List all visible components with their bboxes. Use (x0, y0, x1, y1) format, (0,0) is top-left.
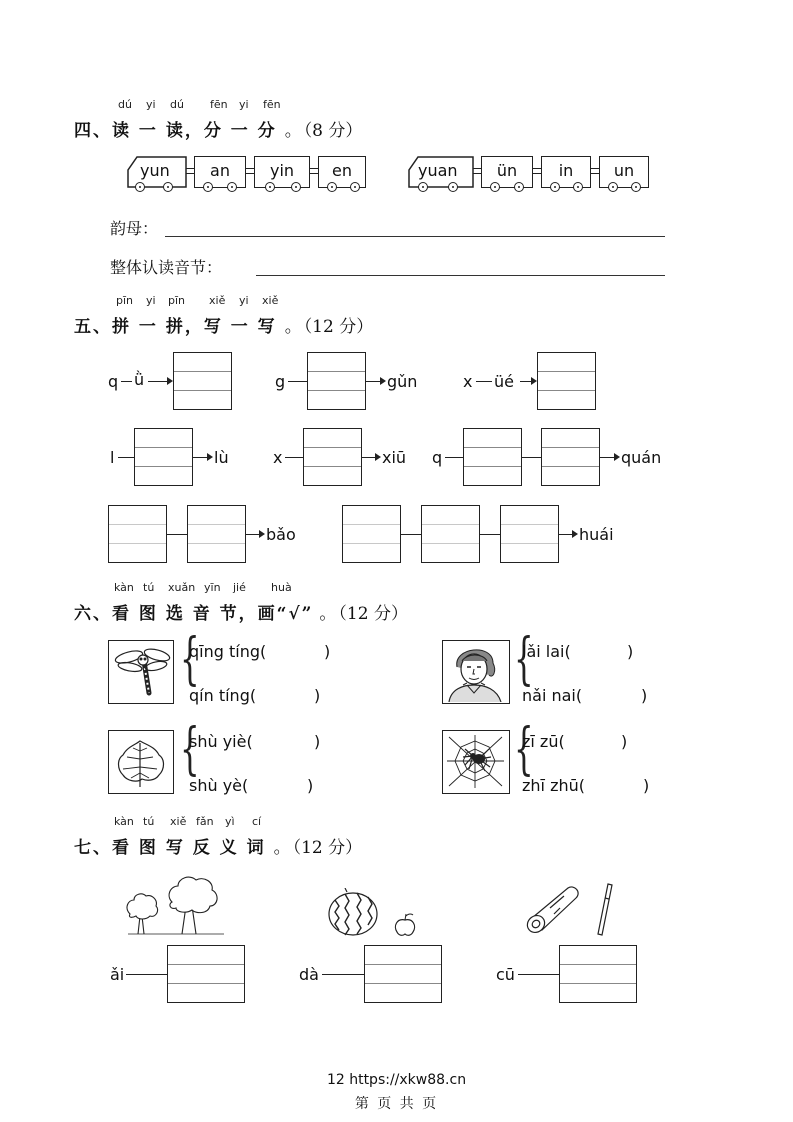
points: （12 分） (303, 317, 374, 337)
connector (401, 534, 421, 535)
finals-answer-line[interactable] (165, 236, 665, 237)
log-stick-icon (520, 880, 620, 940)
wheel-icon (163, 182, 173, 192)
wheel-icon (514, 182, 524, 192)
pinyin-pin2: pīn (168, 294, 186, 307)
coupler (591, 168, 599, 174)
syllable-quan: quán (621, 448, 662, 467)
final-ue: üé (494, 372, 514, 391)
initial-x: x (463, 372, 473, 391)
coupler (473, 168, 481, 174)
syllable-huai: huái (579, 525, 614, 544)
wheel-icon (327, 182, 337, 192)
close-paren: ) (641, 686, 648, 705)
wheel-icon (490, 182, 500, 192)
arrow-line (362, 457, 376, 458)
final-u: ǜ (134, 370, 145, 389)
pinyin-tu: tú (143, 581, 155, 594)
syllable-xiu: xiū (382, 448, 407, 467)
train-1-car-1: yun (140, 161, 170, 180)
train-2-car-1: yuan (418, 161, 458, 180)
section-7-title (74, 833, 362, 858)
coupler (310, 168, 318, 174)
footer-url: 12 https://xkw88.cn (326, 1072, 467, 1088)
trees-icon (124, 870, 240, 938)
arrow-icon (259, 530, 265, 538)
connector (445, 457, 463, 458)
pinyin-pin1: pīn (116, 294, 134, 307)
close-paren: ) (314, 732, 321, 751)
connector (167, 534, 187, 535)
connector (518, 974, 559, 975)
footer-page: 第 页 共 页 (354, 1096, 439, 1112)
pinyin-kan: kàn (114, 815, 134, 828)
connector (288, 381, 307, 382)
train-2-car-3: in (541, 156, 591, 188)
close-paren: ) (621, 732, 628, 751)
brace-icon: { (180, 717, 200, 782)
title-text: 七、看 图 写 反 义 词 (74, 838, 266, 858)
section-4-title (74, 116, 362, 141)
pinyin-hua: huà (271, 581, 292, 594)
arrow-icon (572, 530, 578, 538)
section-5-title (74, 312, 373, 337)
writing-box[interactable] (463, 428, 522, 486)
connector (476, 381, 492, 382)
writing-box[interactable] (364, 945, 442, 1003)
wheel-icon (573, 182, 583, 192)
option-2b: nǎi nai( (522, 686, 583, 705)
pinyin-du1: dú (118, 98, 132, 111)
section-6-title (74, 599, 408, 624)
title-dot: 。 (319, 604, 339, 624)
close-paren: ) (324, 642, 331, 661)
pinyin-jie: jié (233, 581, 246, 594)
train-1-car-2: an (194, 156, 246, 188)
pinyin-yi2: yi (239, 98, 249, 111)
wheel-icon (608, 182, 618, 192)
points: （12 分） (338, 604, 408, 624)
wheel-icon (550, 182, 560, 192)
pinyin-fan: fǎn (196, 815, 214, 828)
title-text: 六、看 图 选 音 节，画“√” (74, 604, 314, 624)
wheel-icon (350, 182, 360, 192)
connector (121, 381, 132, 382)
writing-box[interactable] (500, 505, 559, 563)
writing-box[interactable] (421, 505, 480, 563)
train-2-car-4: un (599, 156, 649, 188)
connector (322, 974, 364, 975)
title-dot: 。 (284, 317, 304, 337)
arrow-icon (375, 453, 381, 461)
coupler (186, 168, 194, 174)
title-text: 五、拼 一 拼，写 一 写 (74, 317, 277, 337)
connector (285, 457, 303, 458)
writing-box[interactable] (167, 945, 245, 1003)
pinyin-tu: tú (143, 815, 155, 828)
train-1-car-3: yin (254, 156, 310, 188)
close-paren: ) (627, 642, 634, 661)
arrow-line (193, 457, 208, 458)
pinyin-yi1: yi (146, 98, 156, 111)
writing-box[interactable] (134, 428, 193, 486)
brace-icon: { (514, 717, 534, 782)
writing-box[interactable] (108, 505, 167, 563)
initial-q: q (108, 372, 119, 391)
writing-box[interactable] (541, 428, 600, 486)
initial-q2: q (432, 448, 443, 467)
leaf-icon (108, 730, 174, 794)
pinyin-ai: ǎi (110, 965, 125, 984)
option-3b: shù yè( (189, 776, 249, 795)
arrow-line (246, 534, 260, 535)
pinyin-yin: yīn (204, 581, 221, 594)
pinyin-kan: kàn (114, 581, 134, 594)
whole-syllable-label: 整体认读音节： (110, 258, 223, 277)
option-1b: qín tíng( (189, 686, 257, 705)
connector (522, 457, 541, 458)
arrow-line (600, 457, 615, 458)
close-paren: ) (643, 776, 650, 795)
train-2-car-2: ün (481, 156, 533, 188)
coupler (533, 168, 541, 174)
pinyin-xuan: xuǎn (168, 581, 196, 594)
grandma-icon (442, 640, 510, 704)
title-dot: 。 (284, 121, 304, 141)
close-paren: ) (314, 686, 321, 705)
initial-l: l (110, 448, 115, 467)
coupler (246, 168, 254, 174)
writing-box[interactable] (307, 352, 366, 410)
writing-box[interactable] (537, 352, 596, 410)
dragonfly-icon (108, 640, 174, 704)
title-dot: 。 (273, 838, 293, 858)
wheel-icon (135, 182, 145, 192)
pinyin-yi1: yi (146, 294, 156, 307)
wheel-icon (418, 182, 428, 192)
arrow-line (148, 381, 168, 382)
pinyin-xie2: xiě (262, 294, 279, 307)
close-paren: ) (307, 776, 314, 795)
arrow-icon (614, 453, 620, 461)
pinyin-yi: yì (225, 815, 235, 828)
spider-icon (442, 730, 510, 794)
connector (126, 974, 167, 975)
melon-apple-icon (325, 888, 421, 938)
syllable-gun: gǔn (387, 372, 418, 391)
wheel-icon (291, 182, 301, 192)
pinyin-xie: xiě (170, 815, 187, 828)
option-2a: lǎi lai( (522, 642, 571, 661)
initial-x2: x (273, 448, 283, 467)
pinyin-xie1: xiě (209, 294, 226, 307)
wheel-icon (203, 182, 213, 192)
pinyin-du2: dú (170, 98, 184, 111)
title-text: 四、读 一 读，分 一 分 (74, 121, 277, 141)
writing-box[interactable] (559, 945, 637, 1003)
wheel-icon (265, 182, 275, 192)
writing-box[interactable] (303, 428, 362, 486)
syllable-lu: lù (214, 448, 229, 467)
whole-syllable-answer-line[interactable] (256, 275, 665, 276)
option-4b: zhī zhū( (522, 776, 585, 795)
pinyin-cu: cū (496, 965, 515, 984)
writing-box[interactable] (173, 352, 232, 410)
finals-label: 韵母： (110, 219, 159, 238)
connector (480, 534, 500, 535)
arrow-line (559, 534, 573, 535)
option-3a: shù yiè( (189, 732, 253, 751)
wheel-icon (448, 182, 458, 192)
brace-icon: { (180, 627, 200, 692)
option-1a: qīng tíng( (189, 642, 267, 661)
train-1-car-4: en (318, 156, 366, 188)
brace-icon: { (514, 627, 534, 692)
points: （8 分） (303, 121, 363, 141)
initial-g: g (275, 372, 286, 391)
syllable-bao: bǎo (266, 525, 296, 544)
option-4a: zī zū( (522, 732, 565, 751)
writing-box[interactable] (342, 505, 401, 563)
connector (118, 457, 134, 458)
pinyin-fen1: fēn (210, 98, 228, 111)
arrow-line (366, 381, 381, 382)
pinyin-ci: cí (252, 815, 262, 828)
pinyin-da: dà (299, 965, 319, 984)
writing-box[interactable] (187, 505, 246, 563)
arrow-icon (380, 377, 386, 385)
wheel-icon (227, 182, 237, 192)
points: （12 分） (292, 838, 363, 858)
pinyin-fen2: fēn (263, 98, 281, 111)
pinyin-yi2: yi (239, 294, 249, 307)
wheel-icon (631, 182, 641, 192)
arrow-icon (207, 453, 213, 461)
